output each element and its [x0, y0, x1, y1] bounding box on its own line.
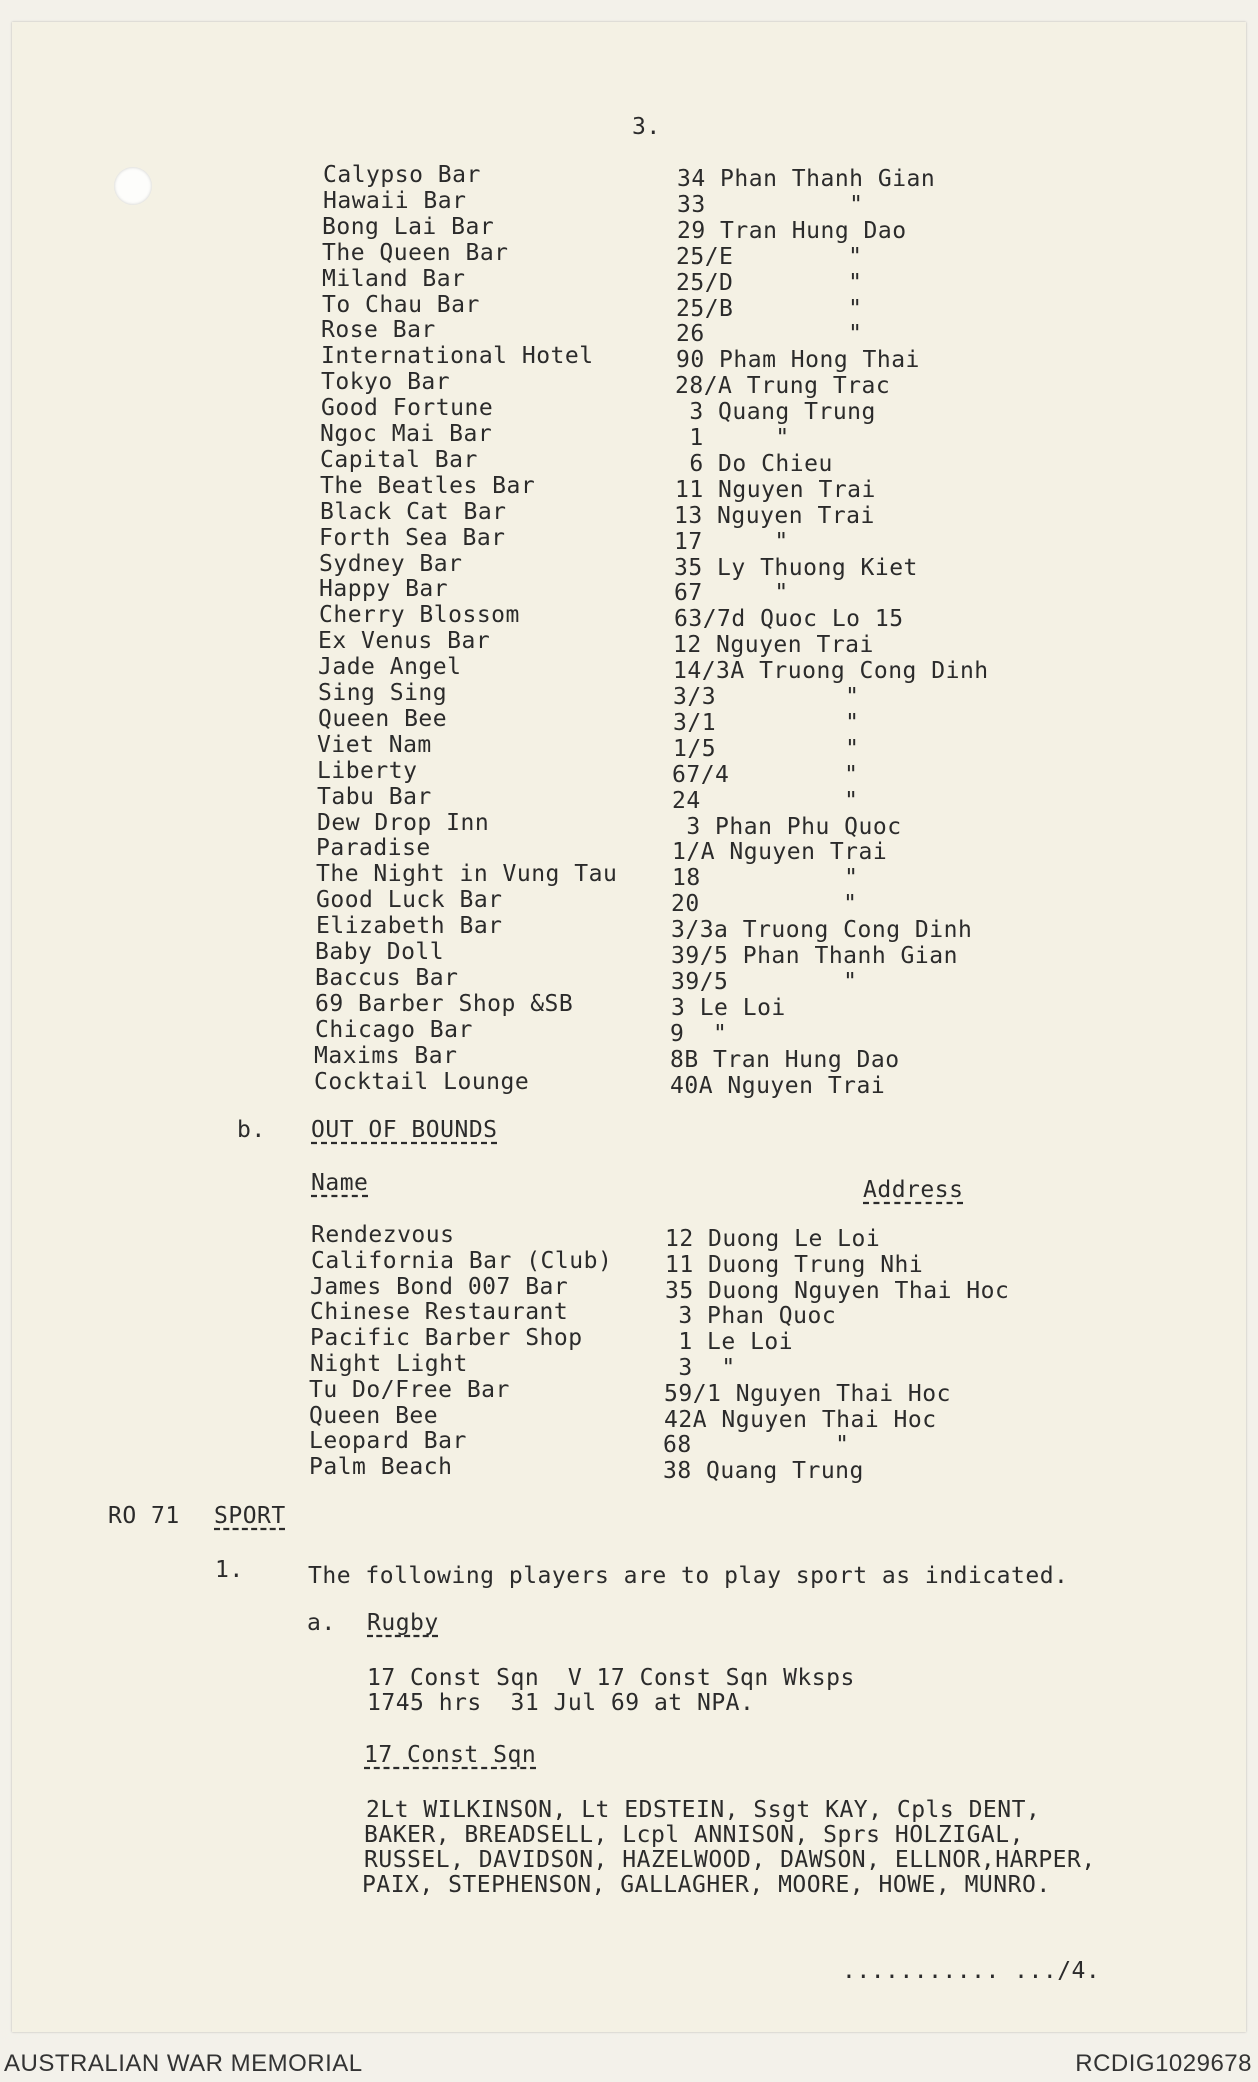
entry-name: Tabu Bar: [317, 783, 432, 810]
entry-name: Chinese Restaurant: [310, 1299, 569, 1326]
oob-item-letter: b.: [237, 1117, 266, 1143]
entry-name: The Queen Bar: [322, 239, 509, 266]
entry-address: 6 Do Chieu: [675, 450, 833, 477]
entry-name: International Hotel: [321, 343, 594, 370]
entry-address: 1 ": [675, 425, 790, 451]
sport-sub-letter: a.: [307, 1610, 336, 1636]
entry-address: 40A Nguyen Trai: [670, 1072, 886, 1099]
footer-reference-id: RCDIG1029678: [1075, 2050, 1252, 2077]
sport-sub-heading: Rugby: [367, 1610, 439, 1636]
team-heading: 17 Const Sqn: [364, 1742, 537, 1768]
ro-number: RO 71: [108, 1503, 180, 1529]
entry-name: The Night in Vung Tau: [316, 861, 618, 888]
entry-address: 3 Quang Trung: [675, 399, 876, 426]
entry-name: 69 Barber Shop &SB: [315, 990, 574, 1017]
footer-archive-name: AUSTRALIAN WAR MEMORIAL: [4, 2050, 363, 2077]
entry-name: Sydney Bar: [319, 550, 463, 577]
entry-name: The Beatles Bar: [320, 472, 536, 499]
entry-name: Queen Bee: [318, 705, 448, 732]
entry-address: 67 ": [674, 580, 789, 607]
entry-name: Good Luck Bar: [316, 887, 503, 914]
entry-name: Calypso Bar: [323, 162, 481, 188]
entry-address: 3/1 ": [673, 709, 860, 736]
players-line-3: RUSSEL, DAVIDSON, HAZELWOOD, DAWSON, ELLNOR,HARPER,: [364, 1847, 1096, 1873]
entry-name: Pacific Barber Shop: [310, 1325, 583, 1352]
entry-address: 33 ": [677, 191, 864, 218]
entry-address: 1/5 ": [673, 735, 860, 762]
entry-name: Miland Bar: [322, 265, 466, 292]
oob-col-address: Address: [863, 1177, 964, 1203]
entry-address: 28/A Trung Trac: [675, 373, 891, 400]
entry-address: 3 Le Loi: [671, 994, 786, 1021]
entry-address: 24 ": [672, 787, 859, 814]
entry-name: Happy Bar: [319, 576, 449, 603]
entry-address: 25/E ": [676, 243, 863, 270]
entry-name: Baby Doll: [315, 939, 445, 965]
entry-name: Hawaii Bar: [323, 187, 467, 214]
entry-address: 3 Phan Quoc: [664, 1303, 837, 1330]
entry-address: 11 Nguyen Trai: [675, 476, 876, 503]
players-line-1: 2Lt WILKINSON, Lt EDSTEIN, Ssgt KAY, Cpls DENT,: [366, 1797, 1041, 1823]
entry-address: 17 ": [674, 528, 789, 555]
entry-name: Good Fortune: [321, 395, 494, 422]
entry-name: Bong Lai Bar: [322, 213, 495, 240]
entry-name: Maxims Bar: [314, 1042, 458, 1069]
entry-address: 35 Ly Thuong Kiet: [674, 554, 918, 581]
page-number: 3.: [632, 114, 661, 140]
entry-address: 59/1 Nguyen Thai Hoc: [664, 1380, 951, 1407]
entry-address: 26 ": [676, 321, 863, 348]
entry-name: Liberty: [317, 757, 418, 784]
entry-address: 8B Tran Hung Dao: [670, 1046, 900, 1073]
entry-address: 90 Pham Hong Thai: [676, 347, 920, 374]
entry-name: Queen Bee: [309, 1402, 439, 1429]
entry-address: 25/B ": [676, 295, 863, 322]
entry-name: Dew Drop Inn: [317, 809, 490, 836]
entry-name: Rendezvous: [311, 1222, 455, 1248]
sport-para-num: 1.: [215, 1557, 244, 1583]
entry-address: 12 Duong Le Loi: [665, 1226, 881, 1252]
entry-address: 11 Duong Trung Nhi: [665, 1251, 924, 1278]
entry-name: Leopard Bar: [309, 1428, 467, 1455]
entry-name: Cherry Blossom: [319, 602, 520, 629]
players-line-2: BAKER, BREADSELL, Lcpl ANNISON, Sprs HOLZIGAL,: [364, 1822, 1024, 1848]
oob-heading: OUT OF BOUNDS: [311, 1117, 498, 1143]
entry-address: 3/3a Truong Cong Dinh: [671, 917, 973, 944]
punch-hole: [114, 167, 152, 205]
entry-name: Ex Venus Bar: [318, 628, 491, 655]
entry-address: 1 Le Loi: [664, 1329, 794, 1356]
entry-address: 20 ": [671, 891, 858, 918]
entry-name: Paradise: [316, 835, 431, 862]
entry-address: 3 Phan Phu Quoc: [672, 813, 902, 840]
players-line-4: PAIX, STEPHENSON, GALLAGHER, MOORE, HOWE, MUNRO.: [362, 1872, 1051, 1898]
entry-address: 67/4 ": [672, 761, 859, 788]
entry-name: Chicago Bar: [315, 1016, 473, 1043]
entry-name: Capital Bar: [320, 446, 478, 473]
entry-name: Elizabeth Bar: [316, 913, 503, 940]
entry-address: 9 ": [670, 1020, 728, 1047]
sport-para-text: The following players are to play sport as indicated.: [308, 1563, 1069, 1589]
document-page: [12, 22, 1246, 2032]
entry-address: 39/5 ": [671, 968, 858, 995]
entry-address: 42A Nguyen Thai Hoc: [664, 1406, 937, 1433]
entry-name: Tokyo Bar: [321, 369, 451, 396]
fixture-line-1: 17 Const Sqn V 17 Const Sqn Wksps: [367, 1665, 855, 1691]
entry-name: Forth Sea Bar: [319, 524, 506, 551]
entry-address: 1/A Nguyen Trai: [672, 839, 888, 866]
entry-address: 14/3A Truong Cong Dinh: [673, 658, 989, 685]
entry-name: Viet Nam: [317, 731, 432, 758]
entry-name: Black Cat Bar: [320, 498, 507, 525]
entry-name: Night Light: [310, 1351, 468, 1377]
entry-address: 68 ": [663, 1432, 850, 1459]
entry-address: 29 Tran Hung Dao: [677, 217, 907, 244]
entry-address: 13 Nguyen Trai: [674, 502, 875, 529]
entry-address: 25/D ": [676, 269, 863, 296]
oob-col-name: Name: [311, 1170, 369, 1196]
entry-address: 3/3 ": [673, 684, 860, 710]
entry-address: 39/5 Phan Thanh Gian: [671, 943, 958, 969]
entry-name: Tu Do/Free Bar: [309, 1376, 510, 1403]
entry-name: Ngoc Mai Bar: [320, 421, 493, 447]
fixture-line-2: 1745 hrs 31 Jul 69 at NPA.: [367, 1690, 755, 1716]
entry-name: Rose Bar: [321, 317, 436, 344]
entry-name: To Chau Bar: [322, 291, 480, 318]
continuation-marker: ........... .../4.: [842, 1958, 1101, 1984]
entry-name: Cocktail Lounge: [314, 1068, 530, 1095]
entry-address: 18 ": [672, 865, 859, 892]
entry-address: 35 Duong Nguyen Thai Hoc: [665, 1277, 1010, 1304]
entry-address: 12 Nguyen Trai: [673, 632, 874, 659]
entry-address: 63/7d Quoc Lo 15: [674, 606, 904, 633]
entry-name: Palm Beach: [309, 1454, 453, 1481]
entry-name: Sing Sing: [318, 680, 448, 706]
entry-name: James Bond 007 Bar: [310, 1273, 569, 1300]
entry-name: Baccus Bar: [315, 964, 459, 991]
entry-name: Jade Angel: [318, 654, 462, 681]
entry-name: California Bar (Club): [311, 1247, 613, 1274]
entry-address: 34 Phan Thanh Gian: [677, 166, 936, 192]
sport-heading: SPORT: [214, 1503, 286, 1529]
entry-address: 3 ": [664, 1355, 736, 1381]
entry-address: 38 Quang Trung: [663, 1458, 864, 1485]
